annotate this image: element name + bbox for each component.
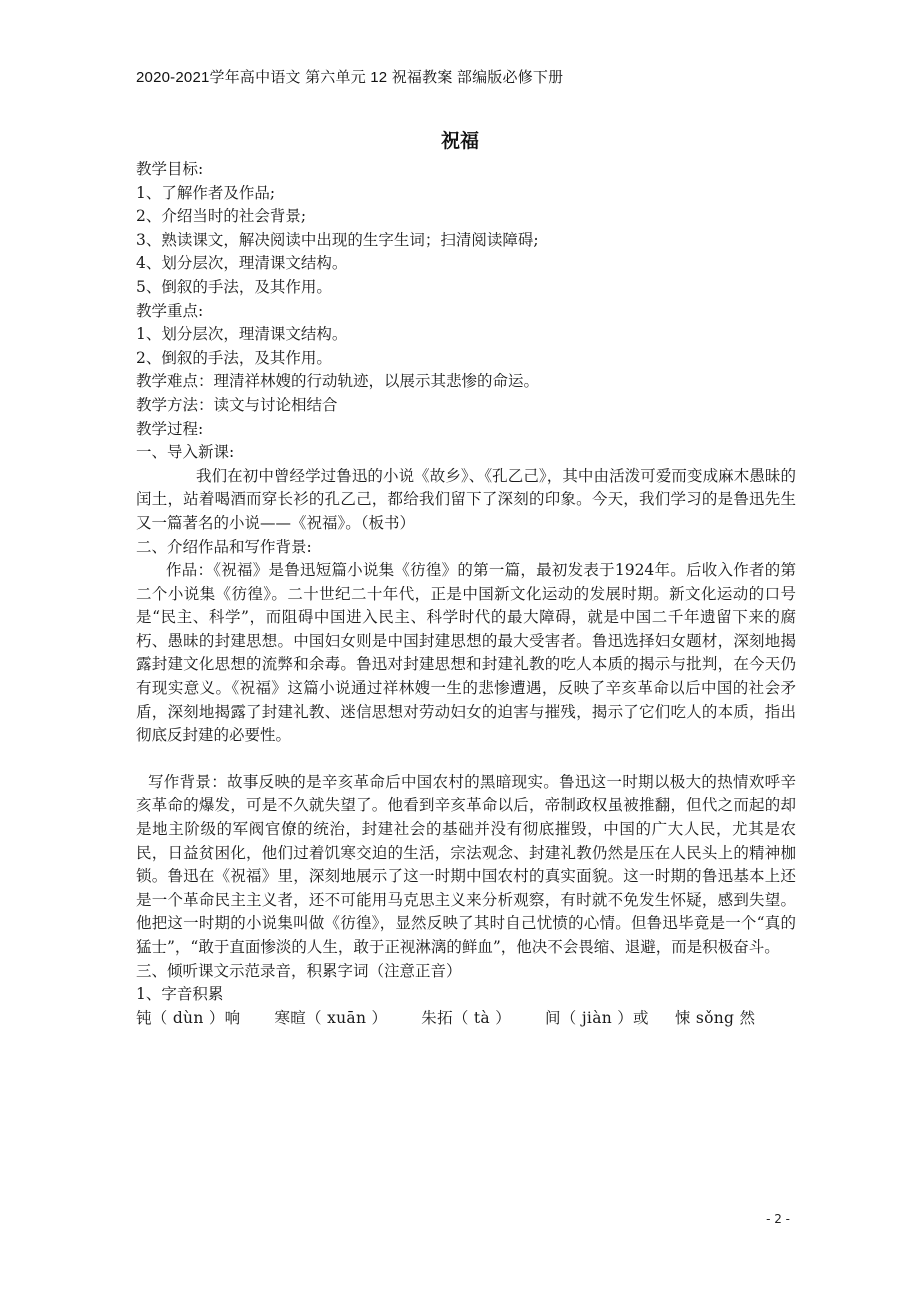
background-paragraph: 写作背景：故事反映的是辛亥革命后中国农村的黑暗现实。鲁迅这一时期以极大的热情欢呼辛亥革命的爆发，可是不久就失望了。他看到辛亥革命以后，帝制政权虽被推翻，但代之而起的却是地主阶级的军阀官僚的统治，封建社会的基础并没有彻底摧毁，中国的广大人民，尤其是农民，日益贫困化，他们过着饥寒交迫的生活，宗法观念、封建礼教仍然是压在人民头上的精神枷锁。鲁迅在《祝福》里，深刻地展示了这一时期中国农村的真实面貌。这一时期的鲁迅基本上还是一个革命民主主义者，还不可能用马克思主义来分析观察，有时就不免发生怀疑，感到失望。他把这一时期的小说集叫做《彷徨》，显然反映了其时自己忧愤的心情。但鲁迅毕竟是一个“真的猛士”，“敢于直面惨淡的人生，敢于正视淋漓的鲜血”，他决不会畏缩、退避，而是积极奋斗。 [136,772,796,956]
paragraph-gap [136,748,796,771]
objectives-heading: 教学目标: [136,160,204,178]
pinyin-item: 寒暄（ xuān ） [274,1008,388,1027]
section1-heading: 一、导入新课: [136,443,235,462]
pinyin-item: 悚 sǒng 然 [674,1008,756,1027]
pinyin-item: 间（ jiàn ）或 [545,1008,649,1027]
key-point-item: 1、划分层次，理清课文结构。 [136,325,348,344]
objective-item: 4、划分层次，理清课文结构。 [136,254,348,273]
objective-item: 2、介绍当时的社会背景; [136,207,307,226]
process-heading: 教学过程: [136,419,204,438]
objective-item: 3、熟读课文，解决阅读中出现的生字生词；扫清阅读障碍; [136,230,539,249]
page-number: - 2 - [766,1212,790,1226]
key-point-item: 2、倒叙的手法，及其作用。 [136,348,332,367]
works-paragraph: 作品：《祝福》是鲁迅短篇小说集《彷徨》的第一篇，最初发表于1924年。后收入作者的第二个小说集《彷徨》。二十世纪二十年代，正是中国新文化运动的发展时期。新文化运动的口号是“民主、科学”，而阻碍中国进入民主、科学时代的最大障碍，就是中国二千年遗留下来的腐朽、愚昧的封建思想。中国妇女则是中国封建思想的最大受害者。鲁迅选择妇女题材，深刻地揭露封建文化思想的流弊和余毒。鲁迅对封建思想和封建礼教的吃人本质的揭示与批判，在今天仍有现实意义。《祝福》这篇小说通过祥林嫂一生的悲惨遭遇，反映了辛亥革命以后中国的社会矛盾，深刻地揭露了封建礼教、迷信思想对劳动妇女的迫害与摧残，揭示了它们吃人的本质，指出彻底反封建的必要性。 [136,561,796,745]
teaching-method: 教学方法：读文与讨论相结合 [136,395,338,414]
objective-item: 5、倒叙的手法，及其作用。 [136,277,332,296]
section3-subheading: 1、字音积累 [136,985,224,1004]
document-body [136,158,796,1030]
section1-paragraph: 我们在初中曾经学过鲁迅的小说《故乡》、《孔乙己》，其中由活泼可爱而变成麻木愚昧的闰土，站着喝酒而穿长衫的孔乙己，都给我们留下了深刻的印象。今天，我们学习的是鲁迅先生又一篇著名的小说——《祝福》。（板书） [136,466,796,532]
key-points-heading: 教学重点: [136,301,204,320]
document-header: 2020-2021学年高中语文 第六单元 12 祝福教案 部编版必修下册 [136,69,564,86]
pinyin-item: 钝（ dùn ）响 [136,1008,241,1027]
objective-item: 1、了解作者及作品; [136,183,276,202]
pinyin-list [136,1007,796,1031]
section2-heading: 二、介绍作品和写作背景: [136,537,312,556]
pinyin-item: 朱拓（ tà ） [421,1008,511,1027]
page-title: 祝福 [440,130,479,152]
teaching-difficulty: 教学难点：理清祥林嫂的行动轨迹，以展示其悲惨的命运。 [136,372,540,391]
section3-heading: 三、倾听课文示范录音，积累字词（注意正音） [136,961,462,980]
